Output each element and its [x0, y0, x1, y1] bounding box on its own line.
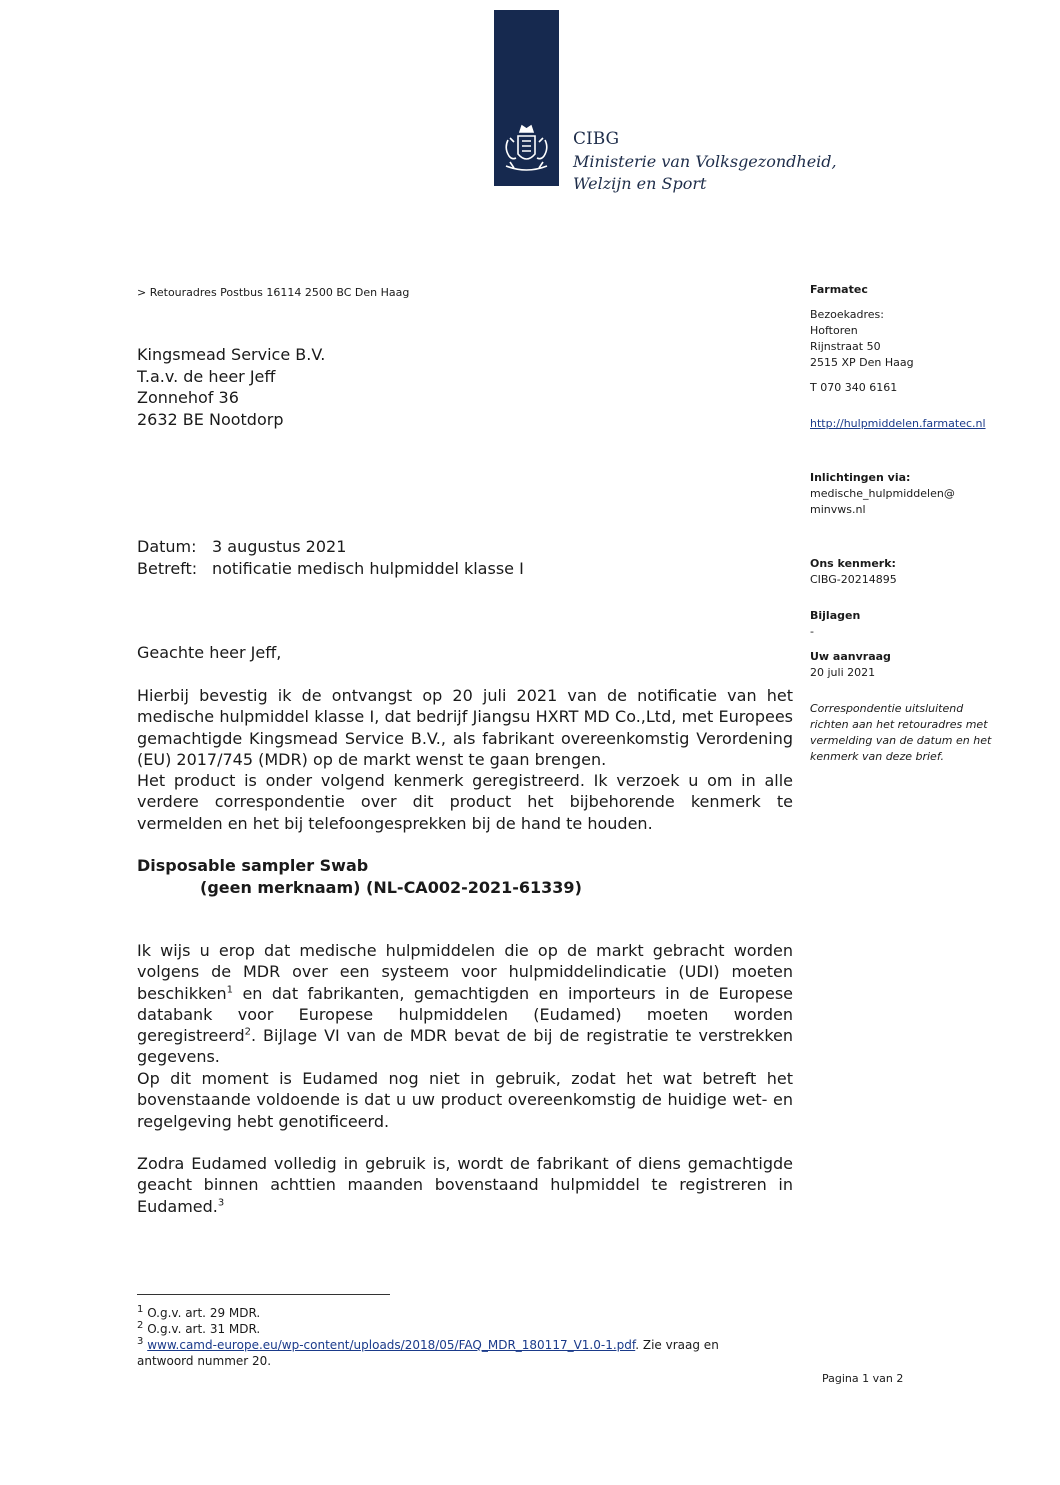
date-value: 3 augustus 2021 [212, 537, 347, 556]
footnote-2 [137, 1321, 777, 1337]
addressee-line: T.a.v. de heer Jeff [137, 366, 276, 386]
product-block [137, 855, 582, 898]
letter-meta [137, 536, 524, 579]
visit-address-label: Bezoekadres: [810, 308, 884, 321]
addressee-line: Zonnehof 36 [137, 388, 239, 407]
addressee-line: Kingsmead Service B.V. [137, 345, 326, 364]
footnote-ref[interactable]: 1 [226, 984, 234, 996]
footnote-divider [137, 1294, 390, 1295]
product-name: Disposable sampler Swab [137, 856, 369, 875]
info-email-line: medische_hulpmiddelen@ [810, 487, 955, 500]
footnote-ref[interactable]: 2 [244, 1026, 252, 1038]
department-name: Farmatec [810, 283, 868, 296]
footnote-number: 2 [137, 1320, 144, 1331]
date-row [137, 536, 524, 558]
royal-coat-of-arms-icon [498, 120, 555, 180]
subject-value: notificatie medisch hulpmiddel klasse I [212, 558, 524, 578]
visit-address-line: 2515 XP Den Haag [810, 356, 914, 369]
paragraph-eudamed-registration [137, 1153, 793, 1217]
org-name: CIBG [573, 129, 620, 149]
footnote-ref[interactable]: 3 [217, 1197, 225, 1209]
ministry-logo-bar [494, 10, 559, 186]
date-label: Datum: [137, 537, 197, 556]
visit-address-line: Hoftoren [810, 324, 858, 337]
footnote-text: O.g.v. art. 31 MDR. [143, 1322, 261, 1336]
para-text: Ik wijs u erop dat medische hulpmiddelen die op de markt gebracht worden volgens de MDR over een systeem voor hulpmiddelindicatie (UDI) moeten beschikken [137, 941, 793, 1003]
return-address: > Retouradres Postbus 16114 2500 BC Den Haag [137, 286, 410, 299]
attachments-value: - [810, 625, 814, 638]
footnote-link[interactable]: www.camd-europe.eu/wp-content/uploads/2018/05/FAQ_MDR_180117_V1.0-1.pdf [147, 1338, 636, 1352]
page-number: Pagina 1 van 2 [822, 1372, 904, 1385]
addressee-block [137, 344, 325, 430]
paragraph-registration: Het product is onder volgend kenmerk geregistreerd. Ik verzoek u om in alle verdere correspondentie over dit product het bijbehorende kenmerk te vermelden en het bij telefoongesprekken bij de hand te houden. [137, 771, 793, 833]
correspondence-note [810, 701, 1020, 765]
ministry-name [573, 151, 873, 195]
request-date: 20 juli 2021 [810, 666, 876, 679]
para-text: Zodra Eudamed volledig in gebruik is, wordt de fabrikant of diens gemachtigde geacht binnen achttien maanden bovenstaand hulpmiddel te registreren in Eudamed. [137, 1154, 793, 1216]
note-line: Correspondentie uitsluitend [810, 702, 964, 715]
footnote-3 [137, 1337, 777, 1369]
note-line: richten aan het retouradres met [810, 718, 988, 731]
subject-row [137, 558, 524, 580]
reference-label: Ons kenmerk: [810, 557, 896, 570]
footnote-1 [137, 1305, 777, 1321]
reference-value: CIBG-20214895 [810, 573, 897, 586]
footnote-number: 1 [137, 1304, 144, 1315]
sidebar-info [810, 282, 1020, 765]
para-text: en dat fabrikanten, gemachtigden en importeurs in de Europese databank voor Europese hulpmiddelen (Eudamed) moeten worden geregistreerd [137, 983, 793, 1046]
product-reference: (geen merknaam) (NL-CA002-2021-61339) [200, 877, 582, 897]
footnote-text: O.g.v. art. 29 MDR. [143, 1306, 261, 1320]
info-email-line: minvws.nl [810, 503, 866, 516]
paragraph-udi [137, 940, 793, 1068]
paragraph-confirmation: Hierbij bevestig ik de ontvangst op 20 juli 2021 van de notificatie van het medische hulpmiddel klasse I, dat bedrijf Jiangsu HXRT MD Co.,Ltd, met Europees gemachtigde Kingsmead Service B.V., als fabrikant overeenkomstig Verordening (EU) 2017/745 (MDR) op de markt wenst te gaan brengen. [137, 686, 793, 769]
paragraph-eudamed-status: Op dit moment is Eudamed nog niet in gebruik, zodat het wat betreft het bovenstaande voldoende is dat u uw product overeenkomstig de huidige wet- en regelgeving hebt genotificeerd. [137, 1069, 793, 1131]
info-label: Inlichtingen via: [810, 471, 911, 484]
note-line: vermelding van de datum en het [810, 734, 992, 747]
salutation: Geachte heer Jeff, [137, 643, 282, 662]
ministry-line-2: Welzijn en Sport [573, 174, 707, 193]
website-link[interactable]: http://hulpmiddelen.farmatec.nl [810, 417, 986, 430]
footnotes [137, 1305, 777, 1369]
addressee-line: 2632 BE Nootdorp [137, 409, 284, 429]
visit-address-line: Rijnstraat 50 [810, 340, 881, 353]
attachments-label: Bijlagen [810, 609, 861, 622]
footnote-number: 3 [137, 1336, 144, 1347]
subject-label: Betreft: [137, 558, 198, 578]
note-line: kenmerk van deze brief. [810, 750, 944, 763]
footnote-text: . Zie vraag en antwoord nummer 20. [137, 1338, 719, 1368]
phone-number: T 070 340 6161 [810, 381, 898, 394]
para-text: . Bijlage VI van de MDR bevat de bij de registratie te verstrekken gegevens. [137, 1026, 793, 1067]
ministry-line-1: Ministerie van Volksgezondheid, [573, 152, 837, 171]
request-label: Uw aanvraag [810, 650, 891, 663]
